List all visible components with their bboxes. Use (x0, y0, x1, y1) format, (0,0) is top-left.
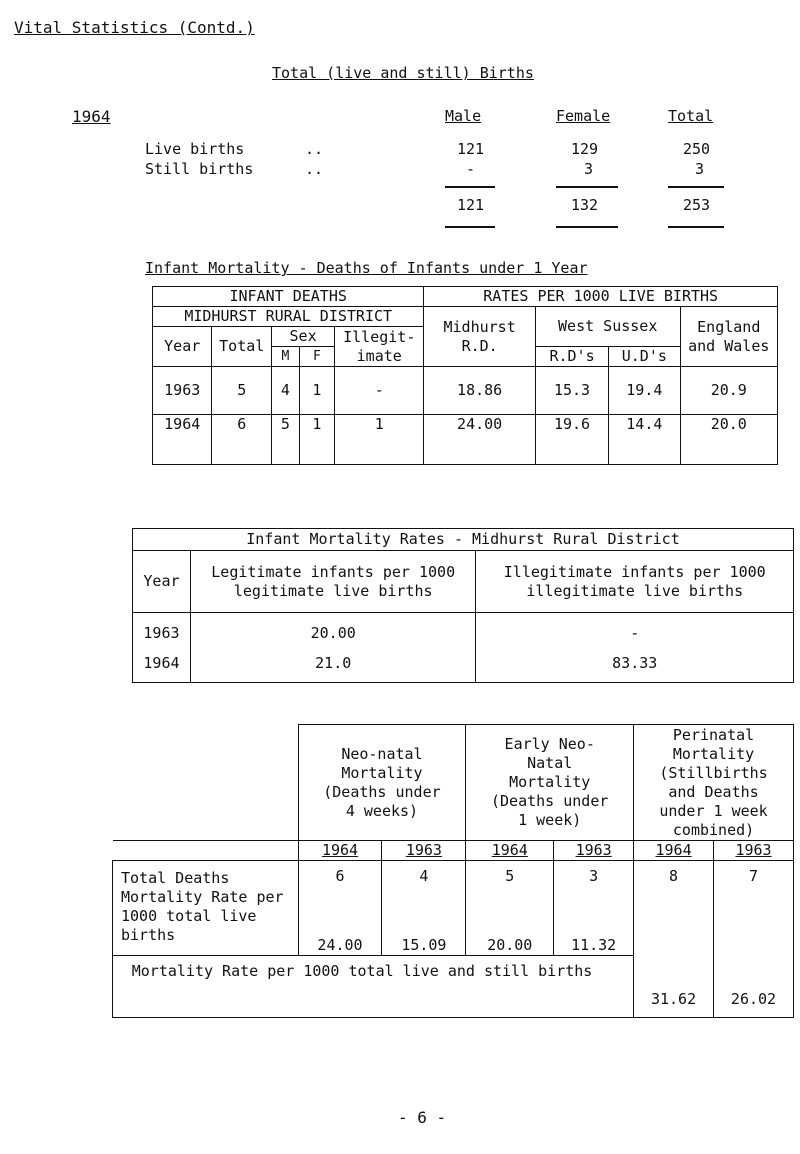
early-1964-deaths: 5 (505, 867, 515, 885)
perinatal-year-1964: 1964 (634, 841, 714, 861)
page-number: - 6 - (398, 1108, 447, 1127)
row-1964-midhurst: 24.00 (424, 415, 536, 465)
live-births-dots: .. (305, 140, 324, 158)
sum-rule-male (445, 186, 495, 188)
neonatal-1963-cell (382, 861, 466, 956)
neonatal-1964-rate: 24.00 (317, 936, 363, 954)
col-uds: U.D's (609, 347, 680, 367)
table2-col-illegit: Illegitimate infants per 1000 illegitimate live births (476, 551, 794, 613)
still-births-dots: .. (305, 160, 324, 178)
row-1963-england: 20.9 (680, 367, 778, 415)
neonatal-1963-deaths: 4 (419, 867, 429, 885)
still-births-total: 3 (695, 160, 705, 178)
infant-deaths-table (152, 286, 778, 465)
table3-year-corner (113, 841, 299, 861)
neonatal-table (112, 724, 794, 1018)
col-sex-m: M (272, 347, 300, 367)
neonatal-year-1964: 1964 (298, 841, 382, 861)
col-year: Year (153, 327, 212, 367)
row-1964-m: 5 (272, 415, 300, 465)
table2-legit-values (190, 613, 476, 683)
table3-corner (113, 725, 299, 841)
perinatal-year-1963: 1963 (714, 841, 794, 861)
early-year-1963: 1963 (554, 841, 634, 861)
births-year: 1964 (72, 107, 111, 126)
perinatal-1963-deaths: 7 (748, 867, 759, 885)
perinatal-1963-cell (714, 861, 794, 1018)
col-england-wales: England and Wales (680, 307, 778, 367)
row-deaths-label: Total Deaths Mortality Rate per 1000 total live births (113, 861, 299, 956)
live-births-total: 250 (683, 140, 711, 158)
perinatal-1964-rate: 31.62 (650, 990, 697, 1008)
col-midhurst: Midhurst R.D. (424, 307, 536, 367)
col-rds: R.D's (535, 347, 608, 367)
total-rule-female (556, 226, 618, 228)
col-sex: Sex (272, 327, 335, 347)
group-infant-deaths: INFANT DEATHS (153, 287, 424, 307)
col-perinatal: Perinatal Mortality (Stillbirths and Deaths under 1 week combined) (634, 725, 794, 841)
table2-legit-1963: 20.00 (310, 623, 356, 642)
sum-rule-total (668, 186, 724, 188)
table2-year-1964: 1964 (143, 653, 180, 672)
infant-rates-table (132, 528, 794, 683)
table2-year-1963: 1963 (143, 623, 180, 642)
row-1963-uds: 19.4 (609, 367, 680, 415)
row-1963-total: 5 (212, 367, 272, 415)
still-births-female: 3 (584, 160, 594, 178)
row-1964-total: 6 (212, 415, 272, 465)
perinatal-1963-rate: 26.02 (730, 990, 777, 1008)
table2-illegit-1964: 83.33 (612, 653, 658, 672)
births-title: Total (live and still) Births (272, 64, 534, 82)
early-1964-rate: 20.00 (487, 936, 533, 954)
row-1963-illeg: - (335, 367, 424, 415)
col-illegitimate: Illegit-imate (335, 327, 424, 367)
row-1964-illeg: 1 (335, 415, 424, 465)
sum-rule-female (556, 186, 618, 188)
total-female: 132 (571, 196, 599, 214)
neonatal-year-1963: 1963 (382, 841, 466, 861)
early-1963-deaths: 3 (589, 867, 599, 885)
neonatal-1963-rate: 15.09 (401, 936, 447, 954)
still-births-male: - (466, 160, 476, 178)
early-year-1964: 1964 (466, 841, 554, 861)
total-rule-male (445, 226, 495, 228)
row-1963-f: 1 (299, 367, 334, 415)
early-1964-cell (466, 861, 554, 956)
still-births-label: Still births (145, 160, 254, 178)
sub-midhurst-rd: MIDHURST RURAL DISTRICT (153, 307, 424, 327)
row-1964-rds: 19.6 (535, 415, 608, 465)
total-rule-total (668, 226, 724, 228)
early-1963-rate: 11.32 (571, 936, 617, 954)
row-1964-england: 20.0 (680, 415, 778, 465)
table2-legit-1964: 21.0 (315, 653, 352, 672)
col-early-neonatal: Early Neo-Natal Mortality (Deaths under 1 week) (466, 725, 634, 841)
row-1963-rds: 15.3 (535, 367, 608, 415)
total-male: 121 (457, 196, 485, 214)
table2-col-year: Year (133, 551, 191, 613)
live-births-female: 129 (571, 140, 599, 158)
row-1963-m: 4 (272, 367, 300, 415)
col-neonatal: Neo-natal Mortality (Deaths under 4 weeks) (298, 725, 466, 841)
page-header: Vital Statistics (Contd.) (14, 18, 255, 37)
table2-years (133, 613, 191, 683)
early-1963-cell (554, 861, 634, 956)
col-female: Female (556, 107, 611, 125)
table2-illegit-values (476, 613, 794, 683)
row-1964-f: 1 (299, 415, 334, 465)
group-rates: RATES PER 1000 LIVE BIRTHS (424, 287, 778, 307)
row-1964-year: 1964 (153, 415, 212, 465)
live-births-label: Live births (145, 140, 245, 158)
perinatal-1964-cell (634, 861, 714, 1018)
row-mortality-label: Mortality Rate per 1000 total live and still births (113, 956, 634, 1018)
row-1963-year: 1963 (153, 367, 212, 415)
col-west-sussex: West Sussex (535, 307, 680, 347)
infant-mortality-title: Infant Mortality - Deaths of Infants under 1 Year (145, 259, 588, 277)
col-total: Total (668, 107, 714, 125)
col-total-deaths: Total (212, 327, 272, 367)
table2-col-legit: Legitimate infants per 1000 legitimate live births (190, 551, 476, 613)
table2-title: Infant Mortality Rates - Midhurst Rural District (133, 529, 794, 551)
perinatal-1964-deaths: 8 (669, 867, 679, 885)
col-sex-f: F (299, 347, 334, 367)
neonatal-1964-cell (298, 861, 382, 956)
total-total: 253 (683, 196, 711, 214)
row-1963-midhurst: 18.86 (424, 367, 536, 415)
live-births-male: 121 (457, 140, 485, 158)
row-1964-uds: 14.4 (609, 415, 680, 465)
neonatal-1964-deaths: 6 (335, 867, 345, 885)
table2-illegit-1963: - (630, 623, 640, 642)
col-male: Male (445, 107, 482, 125)
